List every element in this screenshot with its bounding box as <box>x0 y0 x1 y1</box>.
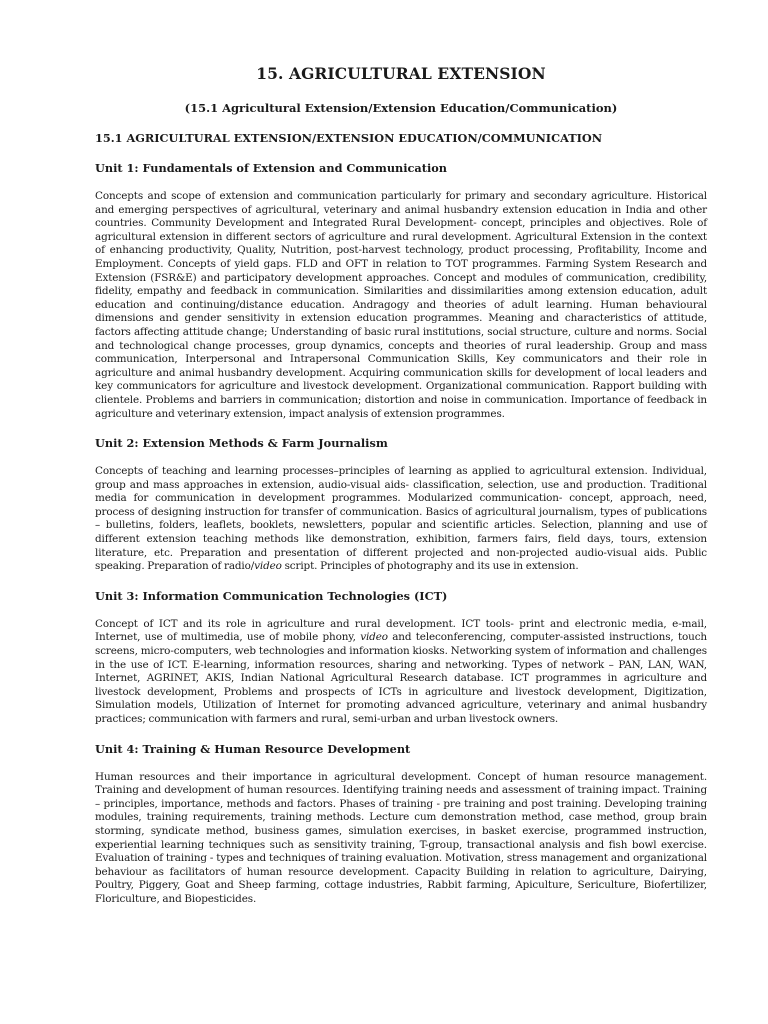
unit-2-heading: Unit 2: Extension Methods & Farm Journalism <box>95 436 388 451</box>
unit-2-body <box>95 465 707 574</box>
unit-3-body-text-b: and teleconferencing, computer-assisted instructions, touch screens, micro-computers, web technologies and information kiosks. Networking system of information and challenges in the use of ICT. E-learning, information resources, sharing and networking. Types of network – PAN, LAN, WAN, Internet, AGRINET, AKIS, Indian National Agricultural Research database. ICT programmes in agriculture and livestock development, Problems and prospects of ICTs in agriculture and livestock development, Digitization, Simulation models, Utilization of Internet for promoting advanced agriculture, veterinary and animal husbandry practices; communication with farmers and rural, semi-urban and urban livestock owners. <box>95 631 707 725</box>
document-page <box>95 64 707 922</box>
unit-3-body-italic-video: video <box>360 631 388 644</box>
unit-1-body: Concepts and scope of extension and communication particularly for primary and secondary agriculture. Historical and emerging perspectives of agricultural, veterinary and animal husbandry extension education in India and other countries. Community Development and Integrated Rural Development- concept, principles and objectives. Role of agricultural extension in different sectors of agriculture and rural development. Agricultural Extension in the context of enhancing productivity, Quality, Nutrition, post-harvest technology, product processing, Profitability, Income and Employment. Concepts of yield gaps. FLD and OFT in relation to TOT programmes. Farming System Research and Extension (FSR&E) and participatory development approaches. Concept and modules of communication, credibility, fidelity, empathy and feedback in communication. Similarities and dissimilarities among extension education, adult education and continuing/distance education. Andragogy and theories of adult learning. Human behavioural dimensions and gender sensitivity in extension education programmes. Meaning and characteristics of attitude, factors affecting attitude change; Understanding of basic rural institutions, social structure, culture and norms. Social and technological change processes, group dynamics, concepts and theories of rural leadership. Group and mass communication, Interpersonal and Intrapersonal Communication Skills, Key communicators and their role in agriculture and animal husbandry development. Acquiring communication skills for development of local leaders and key communicators for agriculture and livestock development. Organizational communication. Rapport building with clientele. Problems and barriers in communication; distortion and noise in communication. Importance of feedback in agriculture and veterinary extension, impact analysis of extension programmes. <box>95 190 707 420</box>
unit-2-body-italic-video: video <box>254 560 282 573</box>
unit-4-body: Human resources and their importance in agricultural development. Concept of human resource management. Training and development of human resources. Identifying training needs and assessment of training impact. Training – principles, importance, methods and factors. Phases of training - pre training and post training. Developing training modules, training requirements, training methods. Lecture cum demonstration method, case method, group brain storming, syndicate method, business games, simulation exercises, in basket exercise, programmed instruction, experiential learning techniques such as sensitivity training, T-group, transactional analysis and fish bowl exercise. Evaluation of training - types and techniques of training evaluation. Motivation, stress management and organizational behaviour as facilitators of human resource development. Capacity Building in relation to agriculture, Dairying, Poultry, Piggery, Goat and Sheep farming, cottage industries, Rabbit farming, Apiculture, Sericulture, Biofertilizer, Floriculture, and Biopesticides. <box>95 770 707 905</box>
unit-2-body-text-a: Concepts of teaching and learning processes–principles of learning as applied to agricultural extension. Individual, group and mass approaches in extension, audio-visual aids- classification, selection, use and production. Traditional media for communication in development programmes. Modularized communication- concept, approach, need, process of designing instruction for transfer of communication. Basics of agricultural journalism, types of publications – bulletins, folders, leaflets, booklets, newsletters, popular and scientific articles. Selection, planning and use of different extension teaching methods like demonstration, exhibition, farmers fairs, field days, tours, extension literature, etc. Preparation and presentation of different projected and non-projected audio-visual aids. Public speaking. Preparation of radio/ <box>95 465 707 573</box>
unit-3-heading: Unit 3: Information Communication Technologies (ICT) <box>95 588 448 603</box>
document-title: 15. AGRICULTURAL EXTENSION <box>256 64 546 83</box>
unit-4-heading: Unit 4: Training & Human Resource Development <box>95 741 411 756</box>
unit-1-heading: Unit 1: Fundamentals of Extension and Communication <box>95 161 448 175</box>
section-heading: 15.1 AGRICULTURAL EXTENSION/EXTENSION EDUCATION/COMMUNICATION <box>95 131 603 145</box>
unit-3-body-text-a: Concept of ICT and its role in agriculture and rural development. ICT tools- print and electronic media, e-mail, Internet, use of multimedia, use of mobile phony, <box>95 617 707 644</box>
unit-2-body-text-b: script. Principles of photography and its use in extension. <box>281 560 579 573</box>
unit-3-body <box>95 618 707 727</box>
document-subtitle: (15.1 Agricultural Extension/Extension Education/Communication) <box>184 101 618 115</box>
